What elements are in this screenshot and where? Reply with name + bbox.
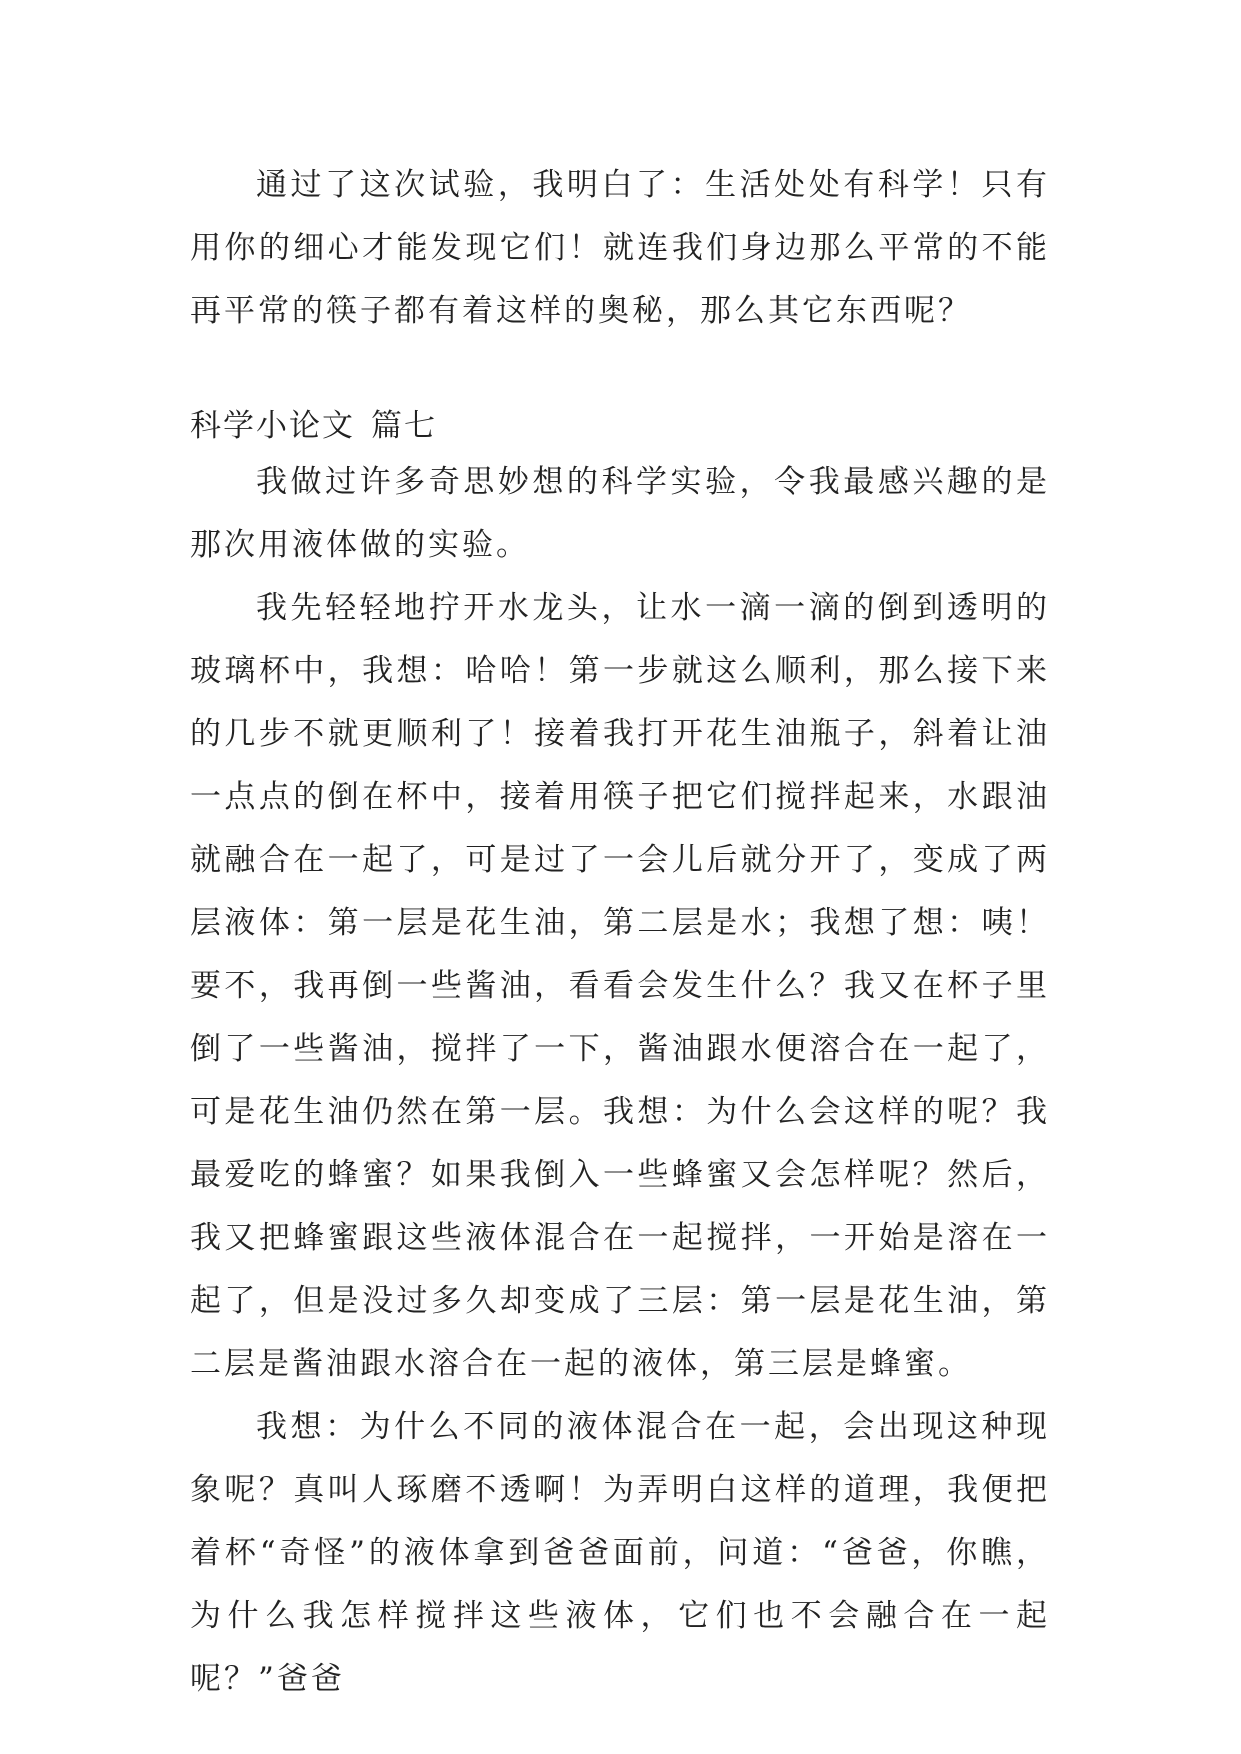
section-spacer <box>190 343 1050 401</box>
section-subtitle: 篇七 <box>371 408 437 444</box>
paragraph-2: 我先轻轻地拧开水龙头，让水一滴一滴的倒到透明的玻璃杯中，我想：哈哈！第一步就这么顺利，那么接下来的几步不就更顺利了！接着我打开花生油瓶子，斜着让油一点点的倒在杯中，接着用筷子把它们搅拌起来，水跟油就融合在一起了，可是过了一会儿后就分开了，变成了两层液体：第一层是花生油，第二层是水；我想了想：咦！要不，我再倒一些酱油，看看会发生什么？我又在杯子里倒了一些酱油，搅拌了一下，酱油跟水便溶合在一起了，可是花生油仍然在第一层。我想：为什么会这样的呢？我最爱吃的蜂蜜？如果我倒入一些蜂蜜又会怎样呢？然后，我又把蜂蜜跟这些液体混合在一起搅拌，一开始是溶在一起了，但是没过多久却变成了三层：第一层是花生油，第二层是酱油跟水溶合在一起的液体，第三层是蜂蜜。 <box>190 590 1050 1382</box>
section-heading <box>190 401 1050 451</box>
intro-paragraph: 通过了这次试验，我明白了：生活处处有科学！只有用你的细心才能发现它们！就连我们身边那么平常的不能再平常的筷子都有着这样的奥秘，那么其它东西呢？ <box>190 167 1050 329</box>
document-body <box>190 154 1050 1711</box>
paragraph-1: 我做过许多奇思妙想的科学实验，令我最感兴趣的是那次用液体做的实验。 <box>190 464 1050 563</box>
paragraph-3: 我想：为什么不同的液体混合在一起，会出现这种现象呢？真叫人琢磨不透啊！为弄明白这样的道理，我便把着杯“奇怪”的液体拿到爸爸面前，问道：“爸爸，你瞧，为什么我怎样搅拌这些液体，它们也不会融合在一起呢？”爸爸 <box>190 1409 1050 1697</box>
section-title: 科学小论文 <box>190 408 355 444</box>
